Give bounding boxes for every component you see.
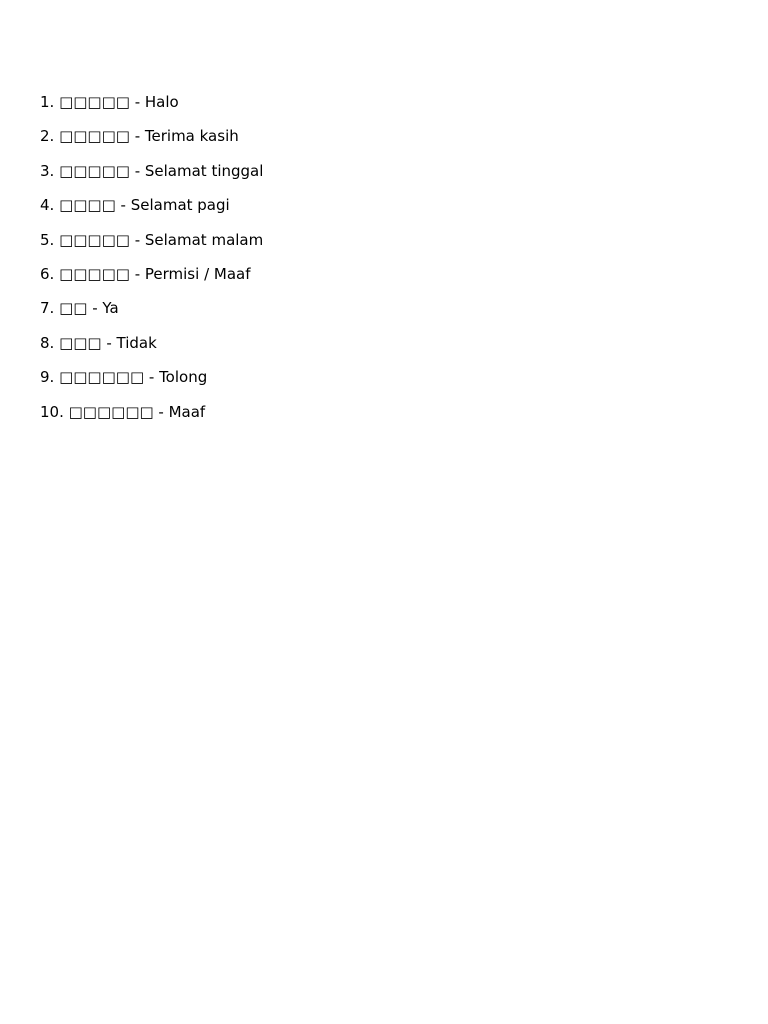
list-item: 7. □□ - Ya <box>40 299 119 318</box>
list-item: 9. □□□□□□ - Tolong <box>40 368 208 387</box>
list-item: 10. □□□□□□ - Maaf <box>40 402 206 421</box>
list-item: 4. □□□□ - Selamat pagi <box>40 196 230 215</box>
list-item: 6. □□□□□ - Permisi / Maaf <box>40 264 251 283</box>
phrase-list <box>40 91 740 423</box>
list-item: 5. □□□□□ - Selamat malam <box>40 230 264 249</box>
list-item: 3. □□□□□ - Selamat tinggal <box>40 161 264 180</box>
document-body <box>40 91 740 435</box>
list-item: 1. □□□□□ - Halo <box>40 93 179 111</box>
list-item: 2. □□□□□ - Terima kasih <box>40 127 239 146</box>
list-item: 8. □□□ - Tidak <box>40 333 157 352</box>
